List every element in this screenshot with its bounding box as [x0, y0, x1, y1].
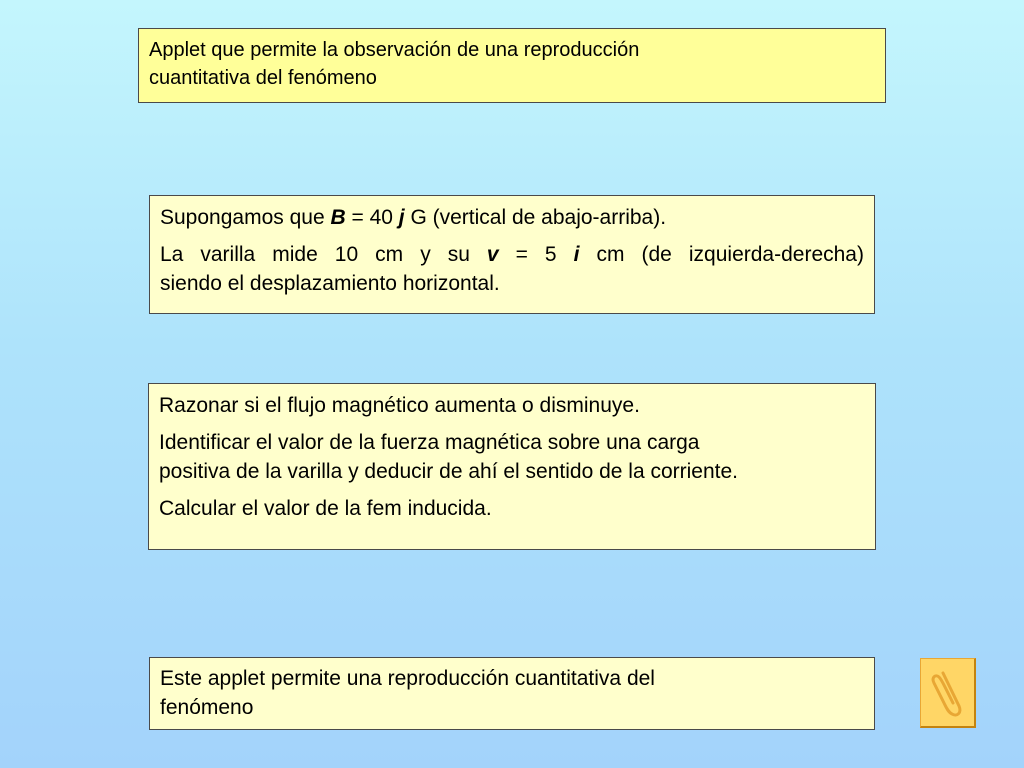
unit-vector-j: j — [398, 206, 405, 229]
task-force-line-2: positiva de la varilla y deducir de ahí el sentido de la corriente. — [159, 460, 738, 483]
applet-description-line-2: cuantitativa del fenómeno — [149, 67, 377, 89]
task-emf: Calcular el valor de la fem inducida. — [159, 497, 492, 520]
field-statement-post: G (vertical de abajo-arriba). — [404, 206, 667, 229]
task-flux: Razonar si el flujo magnético aumenta o disminuye. — [159, 394, 640, 417]
vector-v: v — [486, 243, 499, 266]
rod-statement-mid: = 5 — [498, 243, 574, 266]
rod-statement-pre: La varilla mide 10 cm y su — [160, 243, 487, 266]
vector-b: B — [330, 206, 346, 229]
problem-statement-box — [149, 195, 875, 314]
rod-statement-post: cm (de izquierda-derecha) — [579, 243, 864, 266]
rod-statement-line-1 — [160, 240, 864, 269]
rod-statement-line-2: siendo el desplazamiento horizontal. — [160, 272, 500, 295]
paperclip-icon — [921, 659, 975, 727]
applet-description-line-1: Applet que permite la observación de una reproducción — [149, 39, 640, 61]
field-statement-mid: = 40 — [345, 206, 399, 229]
task-force-line-1: Identificar el valor de la fuerza magnética sobre una carga — [159, 431, 700, 454]
unit-vector-i: i — [573, 243, 580, 266]
field-statement — [160, 203, 864, 232]
task-force — [159, 428, 865, 486]
applet-note-line-2: fenómeno — [160, 696, 254, 719]
tasks-box — [148, 383, 876, 550]
applet-note-box — [149, 657, 875, 730]
applet-description-box — [138, 28, 886, 103]
field-statement-pre: Supongamos que — [160, 206, 331, 229]
applet-note-line-1: Este applet permite una reproducción cuantitativa del — [160, 667, 655, 690]
applet-link-button[interactable] — [920, 658, 976, 728]
rod-statement — [160, 240, 864, 298]
